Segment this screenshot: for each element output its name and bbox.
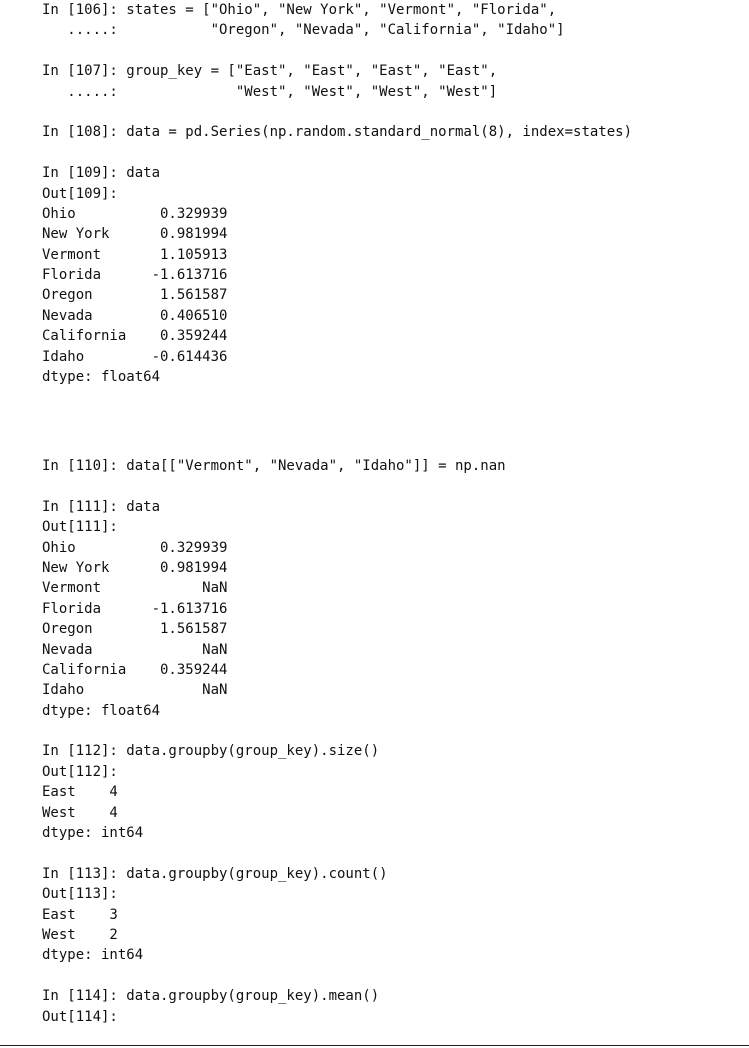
code-line: Vermont NaN — [42, 580, 228, 597]
code-line: dtype: int64 — [42, 947, 144, 964]
code-line: dtype: int64 — [42, 825, 144, 842]
code-line: East 3 — [42, 906, 118, 923]
code-line: Out[109]: — [42, 185, 118, 202]
code-line: Nevada 0.406510 — [42, 307, 228, 324]
code-line: dtype: float64 — [42, 369, 161, 386]
code-line: West 4 — [42, 804, 118, 821]
code-line: .....: "Oregon", "Nevada", "California", "Idaho"] — [42, 22, 565, 39]
code-line: Oregon 1.561587 — [42, 621, 228, 638]
code-line: In [110]: data[["Vermont", "Nevada", "Idaho"]] = np.nan — [42, 458, 506, 474]
code-line — [42, 102, 632, 122]
code-line — [42, 721, 506, 741]
code-line: West 2 — [42, 926, 118, 943]
code-line: In [113]: data.groupby(group_key).count() — [42, 865, 388, 882]
code-line: Nevada NaN — [42, 641, 228, 658]
code-line: Idaho NaN — [42, 682, 228, 699]
code-line: New York 0.981994 — [42, 559, 228, 576]
code-line: California 0.359244 — [42, 328, 228, 345]
code-line: Ohio 0.329939 — [42, 205, 228, 222]
code-line: Florida -1.613716 — [42, 267, 228, 284]
page-bottom-divider — [0, 1045, 749, 1046]
code-line: New York 0.981994 — [42, 226, 228, 243]
code-line: Out[111]: — [42, 519, 118, 536]
code-line: Vermont 1.105913 — [42, 246, 228, 263]
code-line: In [112]: data.groupby(group_key).size() — [42, 743, 380, 760]
code-line: In [109]: data — [42, 165, 161, 182]
code-line: In [108]: data = pd.Series(np.random.standard_normal(8), index=states) — [42, 124, 633, 141]
code-line: Out[113]: — [42, 886, 118, 903]
code-line: Idaho -0.614436 — [42, 348, 228, 365]
code-line — [42, 476, 506, 496]
code-line — [42, 843, 506, 863]
code-line: Out[112]: — [42, 763, 118, 780]
code-line: .....: "West", "West", "West", "West"] — [42, 83, 498, 100]
code-line: East 4 — [42, 784, 118, 801]
code-line: Oregon 1.561587 — [42, 287, 228, 304]
code-block-states-series — [42, 0, 632, 387]
code-line: In [111]: data — [42, 498, 161, 515]
code-line: In [107]: group_key = ["East", "East", "East", "East", — [42, 63, 498, 80]
code-line: Florida -1.613716 — [42, 600, 228, 617]
code-block-groupby — [42, 456, 506, 1027]
code-line: California 0.359244 — [42, 661, 228, 678]
code-line: dtype: float64 — [42, 702, 161, 719]
code-line: In [114]: data.groupby(group_key).mean() — [42, 988, 380, 1005]
code-line: Out[114]: — [42, 1008, 118, 1025]
code-line: In [106]: states = ["Ohio", "New York", "Vermont", "Florida", — [42, 2, 557, 18]
code-line — [42, 966, 506, 986]
code-line — [42, 143, 632, 163]
code-line — [42, 41, 632, 61]
code-line: Ohio 0.329939 — [42, 539, 228, 556]
